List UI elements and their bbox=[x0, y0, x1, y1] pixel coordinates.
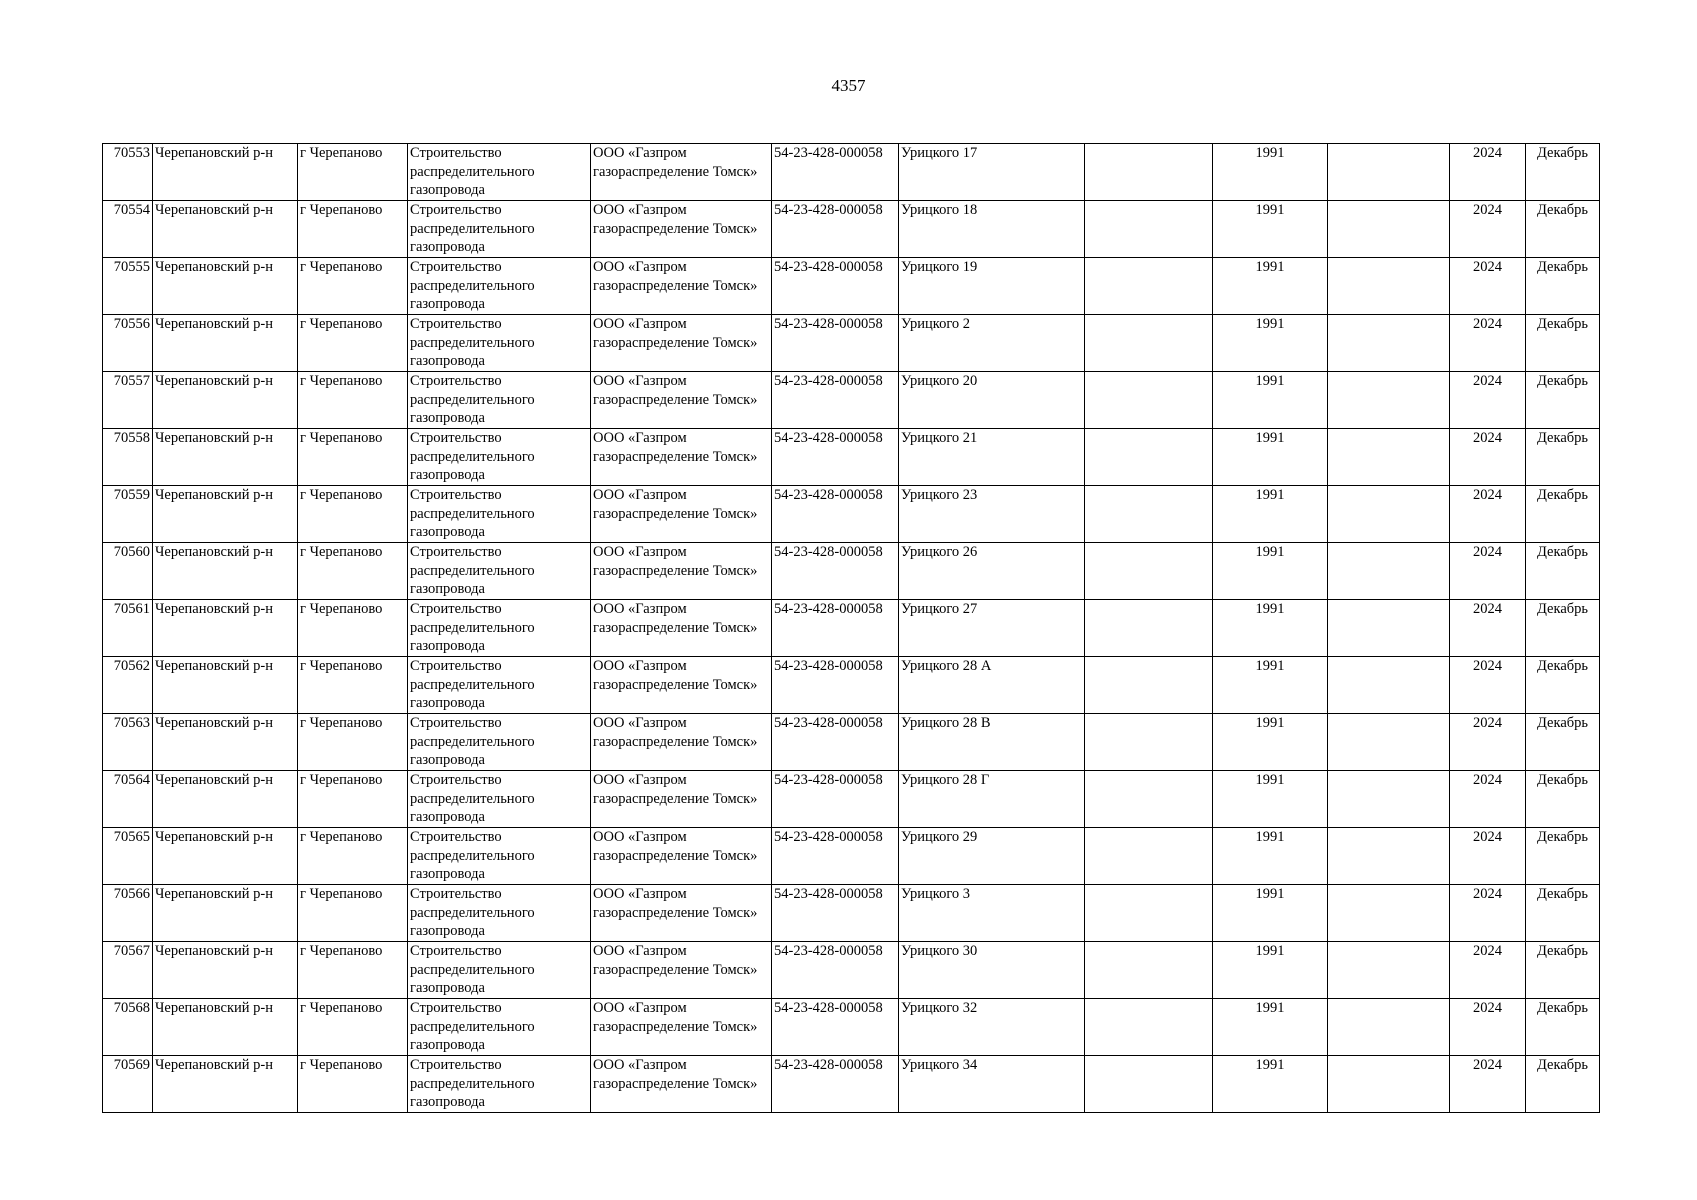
cell-empty bbox=[1328, 486, 1450, 543]
cell-year-built: 1991 bbox=[1213, 315, 1328, 372]
cell-company: ООО «Газпром газораспределение Томск» bbox=[591, 771, 772, 828]
cell-empty bbox=[1085, 771, 1213, 828]
cell-address: Урицкого 19 bbox=[899, 258, 1085, 315]
cell-locality: г Черепаново bbox=[298, 258, 408, 315]
cell-month: Декабрь bbox=[1526, 771, 1600, 828]
cell-empty bbox=[1328, 657, 1450, 714]
cell-locality: г Черепаново bbox=[298, 771, 408, 828]
cell-company: ООО «Газпром газораспределение Томск» bbox=[591, 486, 772, 543]
table-row bbox=[103, 258, 1600, 315]
cell-year-plan: 2024 bbox=[1450, 600, 1526, 657]
cell-year-built: 1991 bbox=[1213, 885, 1328, 942]
cell-locality: г Черепаново bbox=[298, 201, 408, 258]
cell-year-built: 1991 bbox=[1213, 543, 1328, 600]
cell-work-type: Строительство распределительного газопровода bbox=[408, 657, 591, 714]
cell-empty bbox=[1085, 543, 1213, 600]
cell-work-type: Строительство распределительного газопровода bbox=[408, 942, 591, 999]
cell-month: Декабрь bbox=[1526, 429, 1600, 486]
cell-year-plan: 2024 bbox=[1450, 543, 1526, 600]
cell-work-type: Строительство распределительного газопровода bbox=[408, 429, 591, 486]
cell-locality: г Черепаново bbox=[298, 714, 408, 771]
cell-number: 70556 bbox=[103, 315, 153, 372]
cell-work-type: Строительство распределительного газопровода bbox=[408, 201, 591, 258]
table-row bbox=[103, 600, 1600, 657]
cell-month: Декабрь bbox=[1526, 543, 1600, 600]
cell-locality: г Черепаново bbox=[298, 543, 408, 600]
cell-empty bbox=[1328, 144, 1450, 201]
cell-number: 70563 bbox=[103, 714, 153, 771]
table-row bbox=[103, 1056, 1600, 1113]
cell-empty bbox=[1085, 486, 1213, 543]
cell-locality: г Черепаново bbox=[298, 1056, 408, 1113]
cell-district: Черепановский р-н bbox=[153, 771, 298, 828]
cell-year-plan: 2024 bbox=[1450, 885, 1526, 942]
cell-empty bbox=[1328, 429, 1450, 486]
cell-address: Урицкого 17 bbox=[899, 144, 1085, 201]
cell-company: ООО «Газпром газораспределение Томск» bbox=[591, 144, 772, 201]
cell-month: Декабрь bbox=[1526, 942, 1600, 999]
cell-district: Черепановский р-н bbox=[153, 657, 298, 714]
cell-empty bbox=[1085, 372, 1213, 429]
cell-empty bbox=[1328, 828, 1450, 885]
table-row bbox=[103, 999, 1600, 1056]
cell-company: ООО «Газпром газораспределение Томск» bbox=[591, 429, 772, 486]
cell-address: Урицкого 28 Г bbox=[899, 771, 1085, 828]
cell-company: ООО «Газпром газораспределение Томск» bbox=[591, 942, 772, 999]
cell-code: 54-23-428-000058 bbox=[772, 543, 899, 600]
cell-code: 54-23-428-000058 bbox=[772, 600, 899, 657]
cell-empty bbox=[1328, 201, 1450, 258]
cell-year-plan: 2024 bbox=[1450, 144, 1526, 201]
cell-empty bbox=[1085, 201, 1213, 258]
cell-year-plan: 2024 bbox=[1450, 942, 1526, 999]
table-row bbox=[103, 942, 1600, 999]
registry-table bbox=[102, 143, 1600, 1113]
cell-district: Черепановский р-н bbox=[153, 714, 298, 771]
cell-month: Декабрь bbox=[1526, 600, 1600, 657]
cell-code: 54-23-428-000058 bbox=[772, 942, 899, 999]
cell-year-built: 1991 bbox=[1213, 771, 1328, 828]
cell-empty bbox=[1085, 144, 1213, 201]
cell-address: Урицкого 20 bbox=[899, 372, 1085, 429]
cell-work-type: Строительство распределительного газопровода bbox=[408, 486, 591, 543]
cell-address: Урицкого 30 bbox=[899, 942, 1085, 999]
cell-company: ООО «Газпром газораспределение Томск» bbox=[591, 885, 772, 942]
table-row bbox=[103, 486, 1600, 543]
cell-month: Декабрь bbox=[1526, 657, 1600, 714]
cell-month: Декабрь bbox=[1526, 258, 1600, 315]
cell-empty bbox=[1328, 258, 1450, 315]
cell-code: 54-23-428-000058 bbox=[772, 315, 899, 372]
cell-year-built: 1991 bbox=[1213, 144, 1328, 201]
cell-district: Черепановский р-н bbox=[153, 942, 298, 999]
cell-company: ООО «Газпром газораспределение Томск» bbox=[591, 543, 772, 600]
cell-year-plan: 2024 bbox=[1450, 714, 1526, 771]
cell-work-type: Строительство распределительного газопровода bbox=[408, 144, 591, 201]
cell-year-built: 1991 bbox=[1213, 942, 1328, 999]
cell-number: 70557 bbox=[103, 372, 153, 429]
cell-empty bbox=[1328, 942, 1450, 999]
cell-empty bbox=[1328, 315, 1450, 372]
cell-address: Урицкого 28 В bbox=[899, 714, 1085, 771]
cell-number: 70568 bbox=[103, 999, 153, 1056]
cell-company: ООО «Газпром газораспределение Томск» bbox=[591, 600, 772, 657]
table-row bbox=[103, 714, 1600, 771]
cell-district: Черепановский р-н bbox=[153, 144, 298, 201]
cell-year-plan: 2024 bbox=[1450, 828, 1526, 885]
cell-code: 54-23-428-000058 bbox=[772, 258, 899, 315]
cell-number: 70558 bbox=[103, 429, 153, 486]
cell-work-type: Строительство распределительного газопровода bbox=[408, 315, 591, 372]
cell-work-type: Строительство распределительного газопровода bbox=[408, 600, 591, 657]
cell-number: 70562 bbox=[103, 657, 153, 714]
cell-year-built: 1991 bbox=[1213, 258, 1328, 315]
cell-district: Черепановский р-н bbox=[153, 315, 298, 372]
cell-district: Черепановский р-н bbox=[153, 486, 298, 543]
cell-year-built: 1991 bbox=[1213, 372, 1328, 429]
cell-month: Декабрь bbox=[1526, 1056, 1600, 1113]
cell-number: 70566 bbox=[103, 885, 153, 942]
table-row bbox=[103, 315, 1600, 372]
table-row bbox=[103, 885, 1600, 942]
cell-locality: г Черепаново bbox=[298, 486, 408, 543]
cell-code: 54-23-428-000058 bbox=[772, 657, 899, 714]
cell-company: ООО «Газпром газораспределение Томск» bbox=[591, 372, 772, 429]
cell-company: ООО «Газпром газораспределение Томск» bbox=[591, 201, 772, 258]
cell-number: 70555 bbox=[103, 258, 153, 315]
cell-code: 54-23-428-000058 bbox=[772, 885, 899, 942]
cell-work-type: Строительство распределительного газопровода bbox=[408, 258, 591, 315]
cell-month: Декабрь bbox=[1526, 999, 1600, 1056]
cell-code: 54-23-428-000058 bbox=[772, 429, 899, 486]
cell-work-type: Строительство распределительного газопровода bbox=[408, 372, 591, 429]
cell-month: Декабрь bbox=[1526, 828, 1600, 885]
cell-work-type: Строительство распределительного газопровода bbox=[408, 714, 591, 771]
cell-year-built: 1991 bbox=[1213, 714, 1328, 771]
cell-month: Декабрь bbox=[1526, 885, 1600, 942]
cell-code: 54-23-428-000058 bbox=[772, 201, 899, 258]
cell-work-type: Строительство распределительного газопровода bbox=[408, 771, 591, 828]
cell-year-plan: 2024 bbox=[1450, 429, 1526, 486]
cell-code: 54-23-428-000058 bbox=[772, 999, 899, 1056]
cell-code: 54-23-428-000058 bbox=[772, 1056, 899, 1113]
cell-empty bbox=[1328, 600, 1450, 657]
table-row bbox=[103, 144, 1600, 201]
cell-code: 54-23-428-000058 bbox=[772, 828, 899, 885]
cell-month: Декабрь bbox=[1526, 372, 1600, 429]
cell-year-plan: 2024 bbox=[1450, 258, 1526, 315]
cell-locality: г Черепаново bbox=[298, 885, 408, 942]
cell-month: Декабрь bbox=[1526, 486, 1600, 543]
cell-empty bbox=[1328, 714, 1450, 771]
cell-year-built: 1991 bbox=[1213, 486, 1328, 543]
cell-locality: г Черепаново bbox=[298, 999, 408, 1056]
cell-number: 70554 bbox=[103, 201, 153, 258]
cell-number: 70553 bbox=[103, 144, 153, 201]
cell-month: Декабрь bbox=[1526, 714, 1600, 771]
cell-code: 54-23-428-000058 bbox=[772, 144, 899, 201]
cell-year-built: 1991 bbox=[1213, 828, 1328, 885]
cell-address: Урицкого 29 bbox=[899, 828, 1085, 885]
cell-empty bbox=[1085, 315, 1213, 372]
cell-work-type: Строительство распределительного газопровода bbox=[408, 999, 591, 1056]
cell-work-type: Строительство распределительного газопровода bbox=[408, 543, 591, 600]
cell-year-plan: 2024 bbox=[1450, 372, 1526, 429]
cell-company: ООО «Газпром газораспределение Томск» bbox=[591, 714, 772, 771]
cell-month: Декабрь bbox=[1526, 144, 1600, 201]
cell-year-plan: 2024 bbox=[1450, 1056, 1526, 1113]
cell-year-plan: 2024 bbox=[1450, 486, 1526, 543]
table-row bbox=[103, 657, 1600, 714]
cell-number: 70561 bbox=[103, 600, 153, 657]
cell-year-plan: 2024 bbox=[1450, 201, 1526, 258]
cell-year-plan: 2024 bbox=[1450, 657, 1526, 714]
cell-address: Урицкого 26 bbox=[899, 543, 1085, 600]
cell-address: Урицкого 3 bbox=[899, 885, 1085, 942]
cell-district: Черепановский р-н bbox=[153, 201, 298, 258]
cell-empty bbox=[1328, 372, 1450, 429]
cell-empty bbox=[1328, 543, 1450, 600]
cell-year-plan: 2024 bbox=[1450, 771, 1526, 828]
cell-company: ООО «Газпром газораспределение Томск» bbox=[591, 999, 772, 1056]
cell-empty bbox=[1328, 771, 1450, 828]
cell-empty bbox=[1085, 714, 1213, 771]
cell-empty bbox=[1085, 429, 1213, 486]
cell-company: ООО «Газпром газораспределение Томск» bbox=[591, 657, 772, 714]
cell-address: Урицкого 21 bbox=[899, 429, 1085, 486]
table-row bbox=[103, 372, 1600, 429]
cell-year-plan: 2024 bbox=[1450, 315, 1526, 372]
cell-address: Урицкого 23 bbox=[899, 486, 1085, 543]
cell-empty bbox=[1328, 1056, 1450, 1113]
table-row bbox=[103, 201, 1600, 258]
cell-district: Черепановский р-н bbox=[153, 828, 298, 885]
cell-number: 70560 bbox=[103, 543, 153, 600]
cell-year-built: 1991 bbox=[1213, 201, 1328, 258]
cell-district: Черепановский р-н bbox=[153, 885, 298, 942]
cell-company: ООО «Газпром газораспределение Томск» bbox=[591, 1056, 772, 1113]
cell-locality: г Черепаново bbox=[298, 828, 408, 885]
cell-year-built: 1991 bbox=[1213, 1056, 1328, 1113]
cell-empty bbox=[1085, 600, 1213, 657]
cell-empty bbox=[1085, 885, 1213, 942]
cell-district: Черепановский р-н bbox=[153, 258, 298, 315]
cell-code: 54-23-428-000058 bbox=[772, 771, 899, 828]
cell-code: 54-23-428-000058 bbox=[772, 486, 899, 543]
cell-address: Урицкого 34 bbox=[899, 1056, 1085, 1113]
cell-locality: г Черепаново bbox=[298, 144, 408, 201]
cell-district: Черепановский р-н bbox=[153, 372, 298, 429]
cell-address: Урицкого 28 А bbox=[899, 657, 1085, 714]
cell-locality: г Черепаново bbox=[298, 429, 408, 486]
table-row bbox=[103, 828, 1600, 885]
table-row bbox=[103, 429, 1600, 486]
cell-company: ООО «Газпром газораспределение Томск» bbox=[591, 315, 772, 372]
cell-number: 70559 bbox=[103, 486, 153, 543]
cell-year-built: 1991 bbox=[1213, 600, 1328, 657]
cell-empty bbox=[1328, 999, 1450, 1056]
cell-code: 54-23-428-000058 bbox=[772, 714, 899, 771]
cell-year-built: 1991 bbox=[1213, 657, 1328, 714]
cell-year-built: 1991 bbox=[1213, 429, 1328, 486]
cell-locality: г Черепаново bbox=[298, 315, 408, 372]
cell-district: Черепановский р-н bbox=[153, 999, 298, 1056]
cell-work-type: Строительство распределительного газопровода bbox=[408, 828, 591, 885]
cell-month: Декабрь bbox=[1526, 201, 1600, 258]
cell-district: Черепановский р-н bbox=[153, 600, 298, 657]
cell-number: 70567 bbox=[103, 942, 153, 999]
cell-district: Черепановский р-н bbox=[153, 543, 298, 600]
cell-empty bbox=[1085, 258, 1213, 315]
cell-empty bbox=[1085, 1056, 1213, 1113]
cell-address: Урицкого 18 bbox=[899, 201, 1085, 258]
cell-company: ООО «Газпром газораспределение Томск» bbox=[591, 258, 772, 315]
page-number: 4357 bbox=[831, 76, 866, 95]
cell-locality: г Черепаново bbox=[298, 372, 408, 429]
cell-address: Урицкого 27 bbox=[899, 600, 1085, 657]
table-row bbox=[103, 543, 1600, 600]
cell-number: 70564 bbox=[103, 771, 153, 828]
table-body bbox=[103, 144, 1600, 1113]
table-row bbox=[103, 771, 1600, 828]
cell-locality: г Черепаново bbox=[298, 657, 408, 714]
cell-address: Урицкого 32 bbox=[899, 999, 1085, 1056]
cell-locality: г Черепаново bbox=[298, 600, 408, 657]
cell-empty bbox=[1085, 828, 1213, 885]
cell-empty bbox=[1085, 657, 1213, 714]
cell-address: Урицкого 2 bbox=[899, 315, 1085, 372]
cell-empty bbox=[1085, 942, 1213, 999]
cell-number: 70569 bbox=[103, 1056, 153, 1113]
cell-empty bbox=[1085, 999, 1213, 1056]
cell-year-built: 1991 bbox=[1213, 999, 1328, 1056]
cell-district: Черепановский р-н bbox=[153, 429, 298, 486]
cell-work-type: Строительство распределительного газопровода bbox=[408, 885, 591, 942]
cell-empty bbox=[1328, 885, 1450, 942]
cell-number: 70565 bbox=[103, 828, 153, 885]
cell-month: Декабрь bbox=[1526, 315, 1600, 372]
cell-code: 54-23-428-000058 bbox=[772, 372, 899, 429]
cell-locality: г Черепаново bbox=[298, 942, 408, 999]
cell-work-type: Строительство распределительного газопровода bbox=[408, 1056, 591, 1113]
cell-year-plan: 2024 bbox=[1450, 999, 1526, 1056]
cell-company: ООО «Газпром газораспределение Томск» bbox=[591, 828, 772, 885]
cell-district: Черепановский р-н bbox=[153, 1056, 298, 1113]
